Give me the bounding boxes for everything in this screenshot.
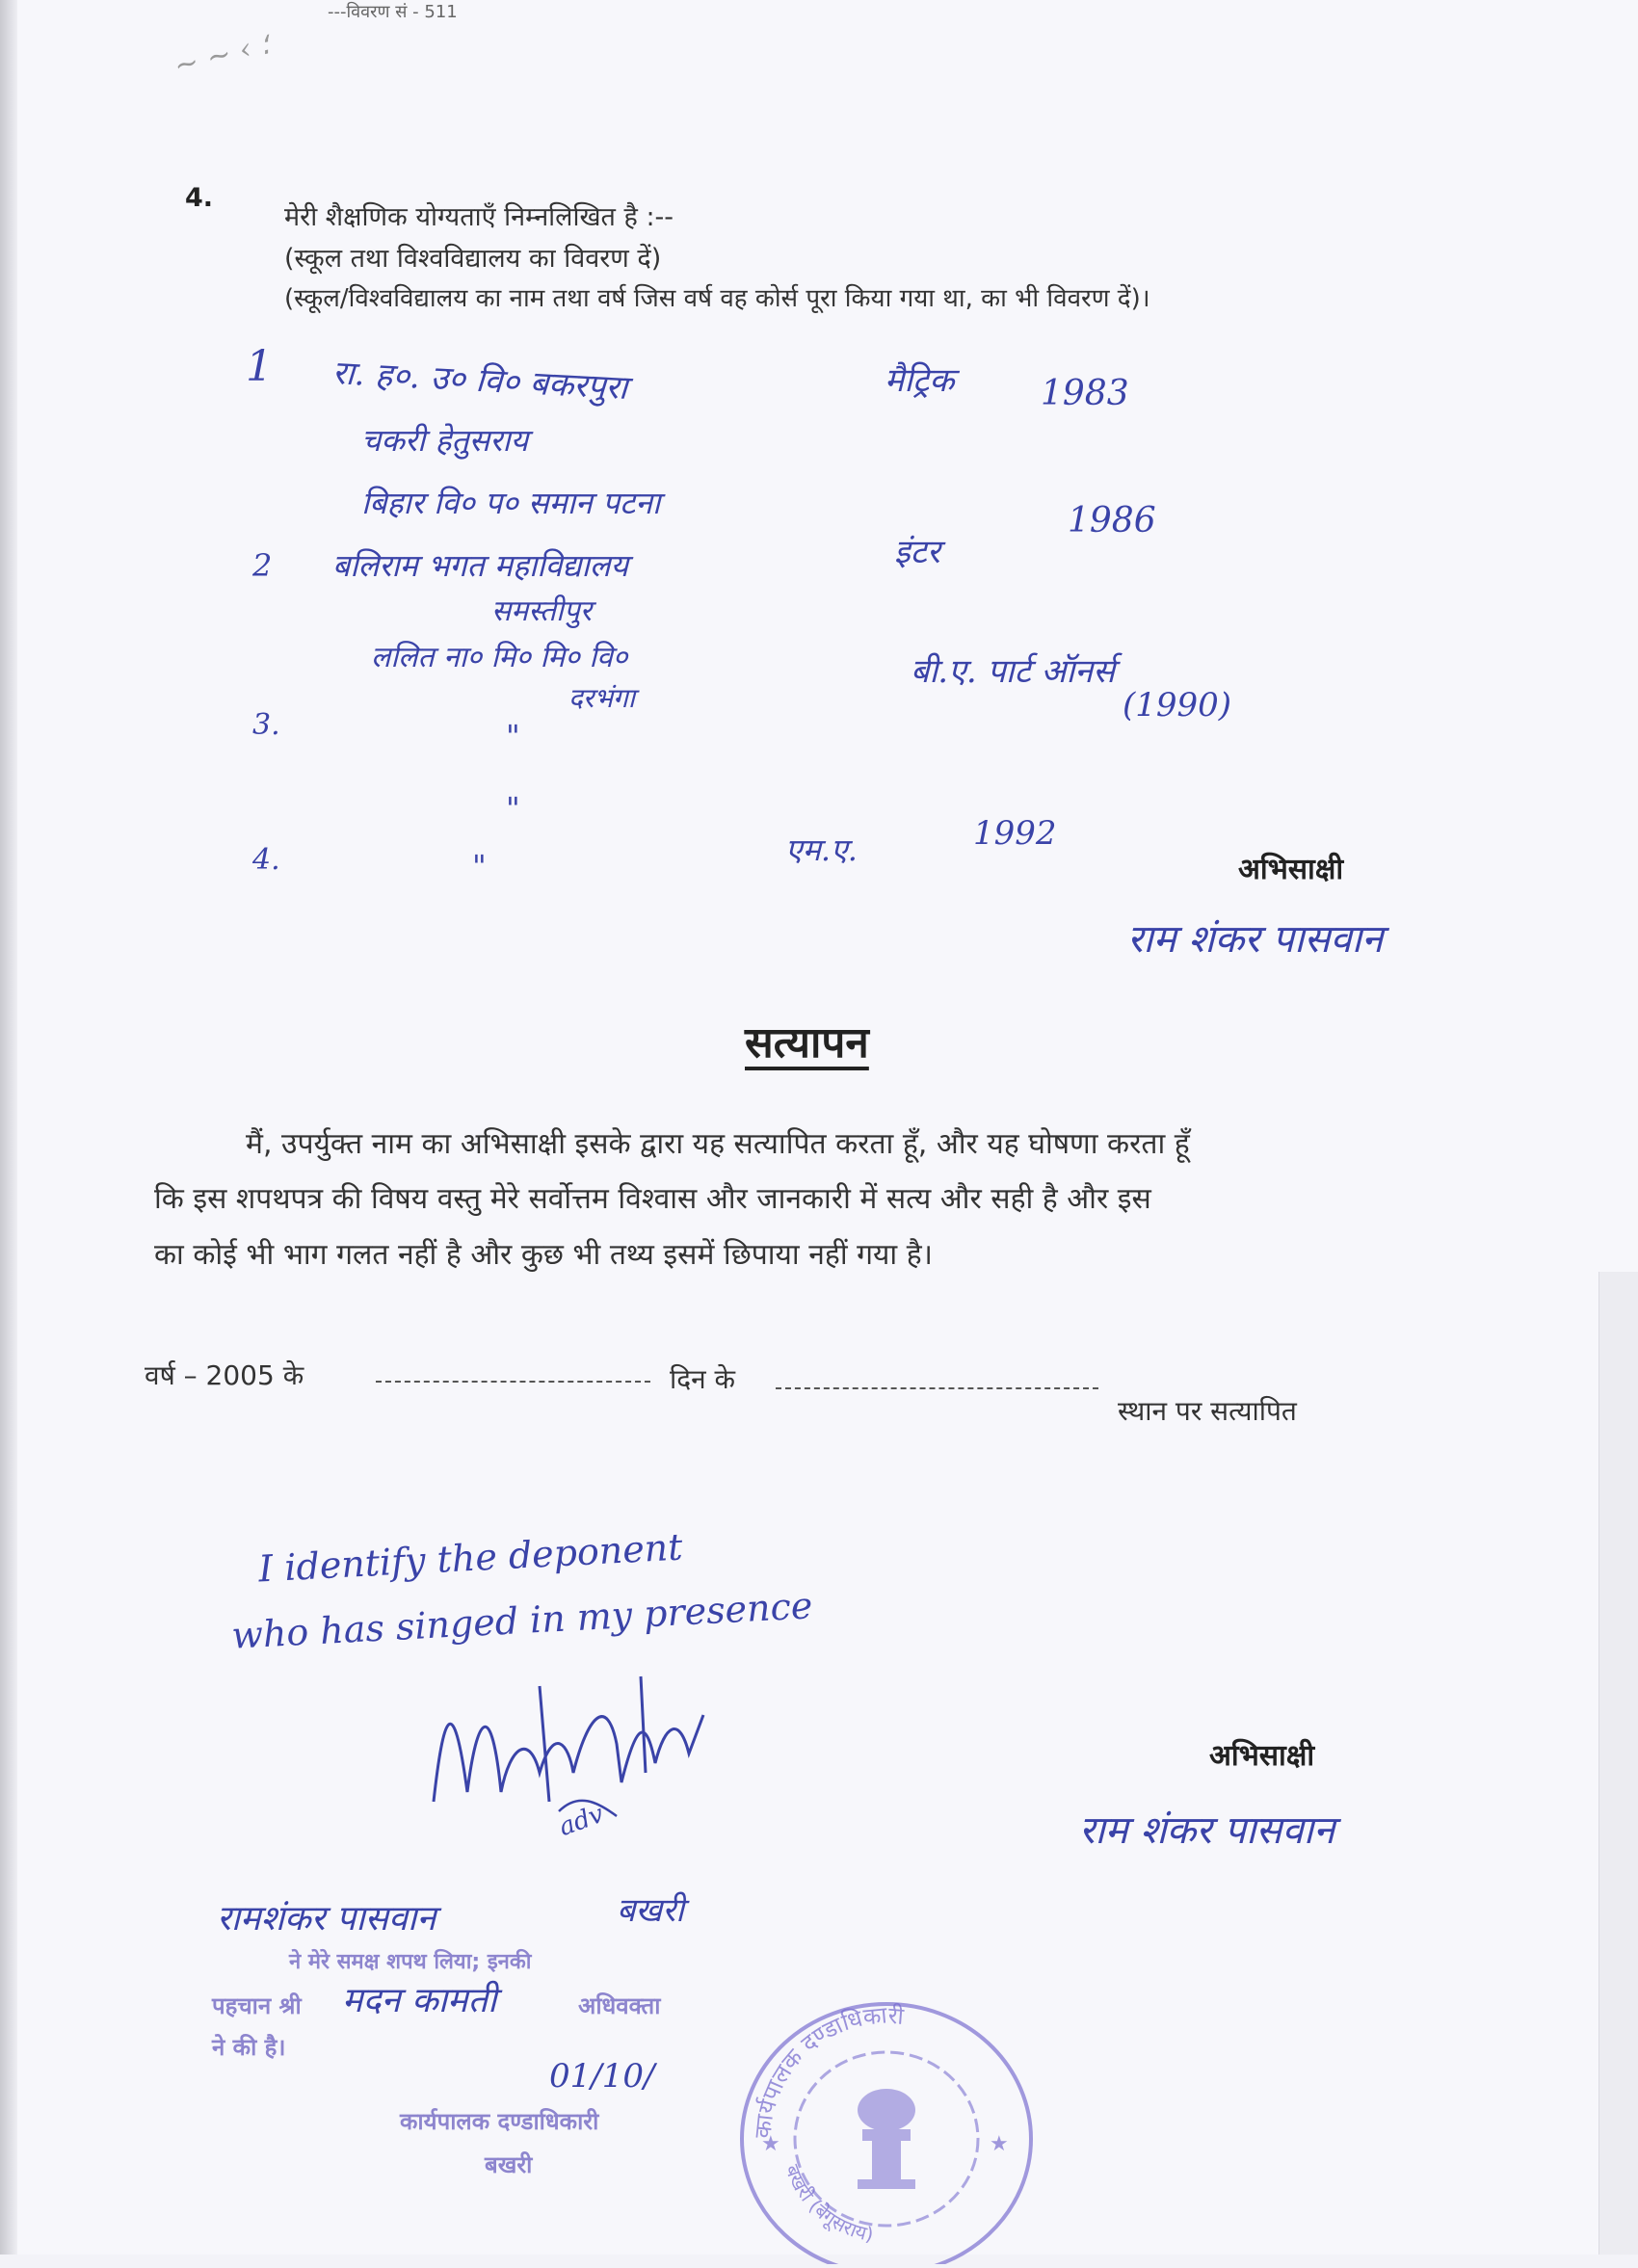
entry-school-line: ललित ना० मि० मि० वि०: [371, 641, 628, 674]
verification-para-line-3: का कोई भी भाग गलत नहीं है और कुछ भी तथ्य इसमें छिपाया नहीं गया है।: [154, 1238, 934, 1272]
entry-ditto-extra: ": [506, 790, 520, 827]
top-left-scribble: ~ ∼ ‹ ؛: [171, 27, 274, 84]
entry-number: 2: [252, 547, 273, 584]
emblem-icon: [858, 2089, 915, 2189]
svg-text:बखरी (बेगूसराय): [780, 2161, 875, 2246]
entry-number: 3.: [252, 708, 280, 742]
deponent-label-1: अभिसाक्षी: [1238, 853, 1344, 886]
section-line-1: मेरी शैक्षणिक योग्यताएँ निम्नलिखित है :--: [284, 202, 674, 232]
page-right-edge: [1598, 1272, 1638, 2255]
entry-course: बी.ए. पार्ट ऑनर्स: [911, 652, 1116, 691]
verification-para-line-1: मैं, उपर्युक्त नाम का अभिसाक्षी इसके द्वारा यह सत्यापित करता हूँ, और यह घोषणा करता हूँ: [246, 1127, 1190, 1161]
deponent-signature-1: राम शंकर पासवान: [1127, 917, 1384, 962]
entry-ditto: ": [472, 848, 487, 884]
entry-school-line: बलिराम भगत महाविद्यालय: [332, 547, 629, 584]
date-line-day: दिन के: [670, 1363, 736, 1395]
stamp-line-3-pre: पहचान श्री: [212, 1992, 302, 2019]
deponent-label-2: अभिसाक्षी: [1209, 1739, 1315, 1773]
stamp-advocate-handwritten: मदन कामती: [342, 1981, 497, 2020]
entry-school-line: चकरी हेतुसराय: [361, 422, 529, 459]
stamp-line-4: ने की है।: [212, 2034, 286, 2061]
stamp-place-handwritten: बखरी: [617, 1891, 684, 1930]
date-blank-2: [776, 1387, 1098, 1389]
deponent-signature-2: राम शंकर पासवान: [1079, 1808, 1335, 1853]
star-icon: ★: [761, 2132, 780, 2156]
entry-school-line: बिहार वि० प० समान पटना: [361, 485, 661, 521]
verification-heading: सत्यापन: [745, 1018, 869, 1068]
entry-year: 1983: [1041, 374, 1129, 413]
stamp-line-2: ने मेरे समक्ष शपथ लिया; इनकी: [289, 1950, 532, 1974]
official-seal-graphic: [727, 1975, 1045, 2264]
date-line-place: स्थान पर सत्यापित: [1118, 1395, 1297, 1427]
top-fragment: ---विवरण सं - 511: [328, 2, 458, 22]
date-blank-1: [376, 1381, 650, 1383]
entry-school-line: दरभंगा: [568, 682, 636, 714]
stamp-line-3-post: अधिवक्ता: [578, 1992, 661, 2019]
entry-course: मैट्रिक: [885, 361, 955, 400]
advocate-signature-graphic: [414, 1657, 732, 1831]
section-line-2: (स्कूल तथा विश्वविद्यालय का विवरण दें): [284, 244, 662, 274]
stamp-officer: कार्यपालक दण्डाधिकारी: [400, 2108, 599, 2135]
entry-year: 1986: [1068, 501, 1156, 541]
entry-course: एम.ए.: [785, 831, 858, 868]
entry-school-line: रा. ह०. उ० वि० बकरपुरा: [331, 354, 629, 408]
entry-number: 1: [246, 342, 273, 391]
stamp-date-handwritten: 01/10/: [549, 2057, 655, 2096]
seal-bottom-text: बखरी (बेगूसराय): [780, 2161, 876, 2247]
stamp-name-handwritten: रामशंकर पासवान: [217, 1899, 436, 1938]
section-number: 4.: [185, 183, 214, 213]
identification-line-1: I identify the deponent: [257, 1525, 684, 1591]
page-left-edge: [0, 0, 17, 2255]
entry-year: (1990): [1123, 686, 1232, 725]
stamp-place: बखरी: [485, 2151, 533, 2178]
entry-ditto: ": [506, 718, 520, 754]
star-icon: ★: [990, 2132, 1009, 2156]
advocate-mark: adv: [555, 1799, 608, 1843]
identification-line-2: who has singed in my presence: [230, 1584, 814, 1657]
seal-top-text: कार्यपालक दण्डाधिकारी: [749, 2001, 905, 2140]
section-line-3: (स्कूल/विश्वविद्यालय का नाम तथा वर्ष जिस वर्ष वह कोर्स पूरा किया गया था, का भी विवरण दें)।: [284, 284, 1150, 313]
verification-para-line-2: कि इस शपथपत्र की विषय वस्तु मेरे सर्वोत्तम विश्वास और जानकारी में सत्य और सही है और इस: [154, 1182, 1151, 1216]
entry-course: इंटर: [894, 533, 940, 571]
official-seal: [727, 1975, 1045, 2264]
entry-number: 4.: [252, 843, 280, 877]
entry-school-line: समस्तीपुर: [491, 594, 593, 628]
date-line-year: वर्ष – 2005 के: [145, 1359, 304, 1391]
entry-year: 1992: [973, 814, 1057, 853]
